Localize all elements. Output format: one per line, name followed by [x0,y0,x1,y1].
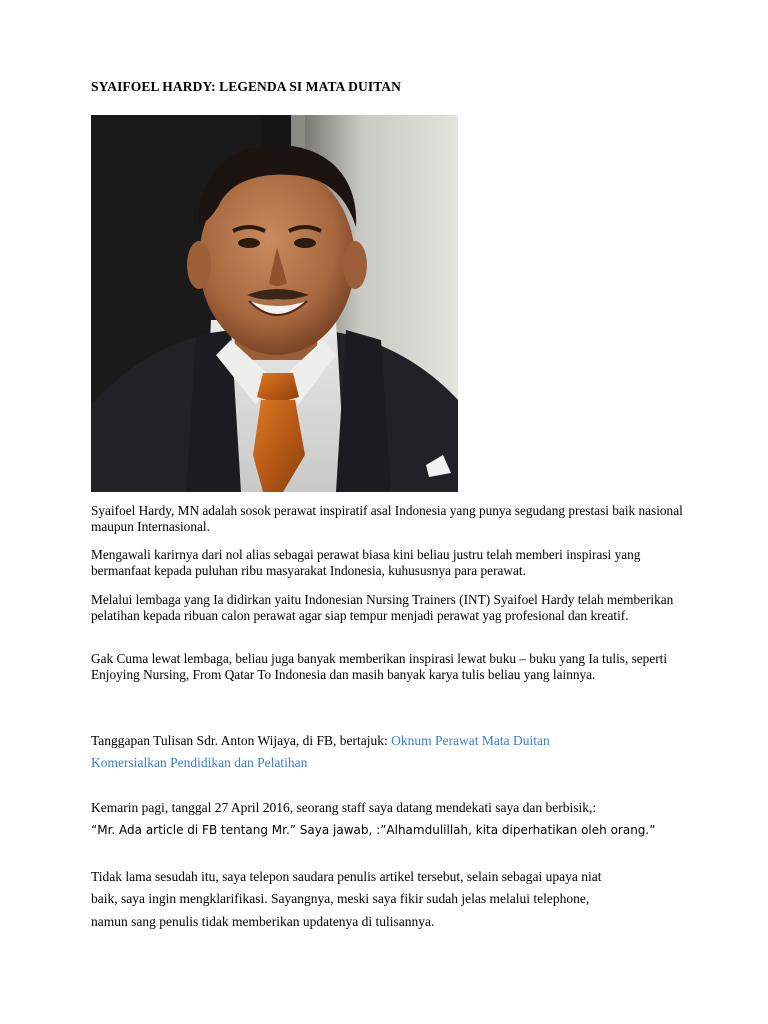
paragraph-institution: Melalui lembaga yang Ia didirkan yaitu Indonesian Nursing Trainers (INT) Syaifoel Hardy telah memberikan pelatihan kepada ribuan calon perawat agar siap tempur menjadi perawat yag profesional dan kreatif. [91,592,674,623]
response-intro-text: Tanggapan Tulisan Sdr. Anton Wijaya, di FB, bertajuk: [91,733,392,748]
body-line-4: baik, saya ingin mengklarifikasi. Sayangnya, meski saya fikir sudah jelas melalui telephone, [91,891,590,906]
body-line-quote: “Mr. Ada article di FB tentang Mr.” Saya jawab, :”Alhamdulillah, kita diperhatikan oleh orang.” [91,823,656,837]
response-link-1[interactable]: Oknum Perawat Mata Duitan [391,733,550,748]
paragraph-books: Gak Cuma lewat lembaga, beliau juga banyak memberikan inspirasi lewat buku – buku yang Ia tulis, seperti Enjoying Nursing, From Qatar To Indonesia dan masih banyak karya tulis beliau yang lainnya. [91,651,668,682]
body-line-3: Tidak lama sesudah itu, saya telepon saudara penulis artikel tersebut, selain sebagai upaya niat [91,869,602,884]
paragraph-intro: Syaifoel Hardy, MN adalah sosok perawat inspiratif asal Indonesia yang punya segudang prestasi baik nasional maupun Internasional. [91,503,683,534]
paragraph-career: Mengawali karirnya dari nol alias sebagai perawat biasa kini beliau justru telah memberi inspirasi yang bermanfaat kepada puluhan ribu masyarakat Indonesia, kuhususnya para perawat. [91,547,641,578]
body-line-5: namun sang penulis tidak memberikan updatenya di tulisannya. [91,914,435,929]
portrait-photo [91,115,458,492]
response-link-2[interactable]: Komersialkan Pendidikan dan Pelatihan [91,755,308,770]
response-intro-line [91,733,550,749]
article-title: SYAIFOEL HARDY: LEGENDA SI MATA DUITAN [91,79,401,94]
body-line-1: Kemarin pagi, tanggal 27 April 2016, seorang staff saya datang mendekati saya dan berbisik,: [91,800,597,815]
